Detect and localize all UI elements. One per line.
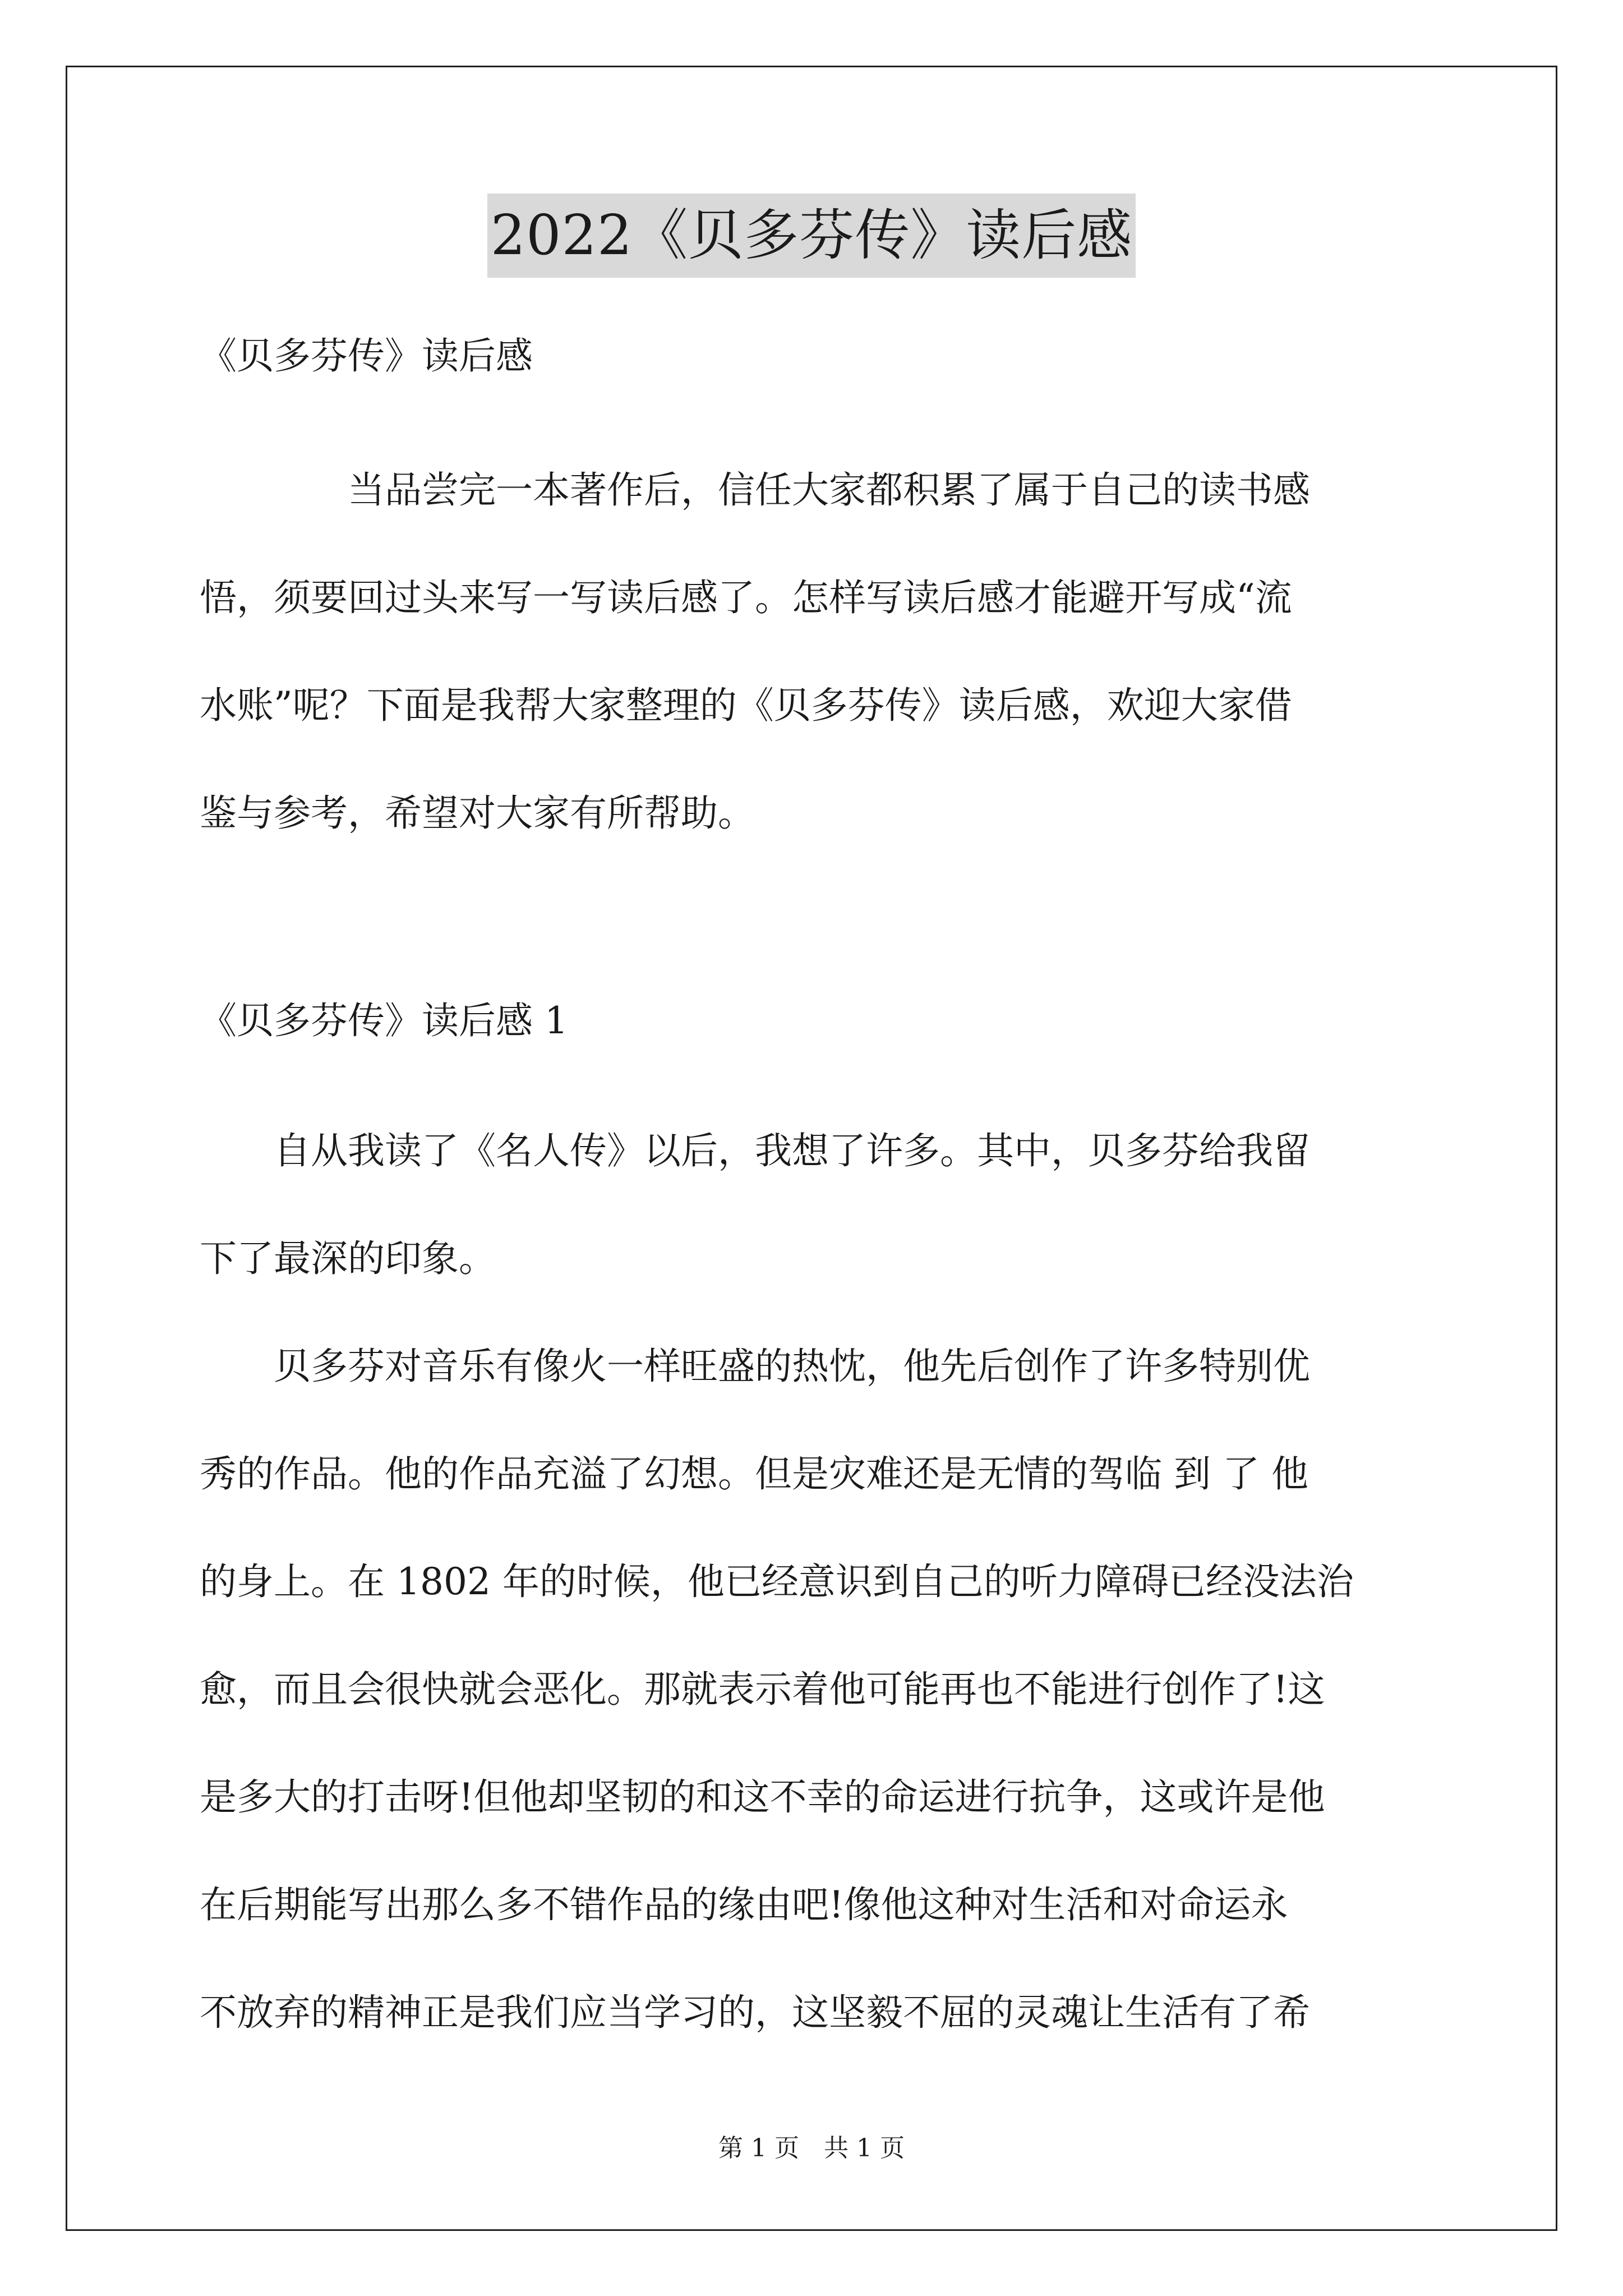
section1-p2-line: 秀的作品。他的作品充溢了幻想。但是灾难还是无情的驾临 到 了 他 bbox=[200, 1452, 1308, 1496]
section1-p2-line: 不放弃的精神正是我们应当学习的，这坚毅不屈的灵魂让生活有了希 bbox=[200, 1991, 1310, 2034]
intro-line: 水账”呢？下面是我帮大家整理的《贝多芬传》读后感，欢迎大家借 bbox=[200, 684, 1292, 727]
page-footer: 第 1 页 共 1 页 bbox=[718, 2134, 905, 2162]
section1-paragraph2 bbox=[200, 1313, 1428, 2067]
intro-line: 悟，须要回过头来写一写读后感了。怎样写读后感才能避开写成“流 bbox=[200, 576, 1292, 619]
document-title: 2022《贝多芬传》读后感 bbox=[487, 194, 1136, 278]
section1-heading: 《贝多芬传》读后感 1 bbox=[200, 999, 568, 1042]
section1-p2-line: 贝多芬对音乐有像火一样旺盛的热忱，他先后创作了许多特别优 bbox=[200, 1345, 1310, 1388]
intro-heading: 《贝多芬传》读后感 bbox=[200, 334, 533, 378]
section1-p2-line: 愈，而且会很快就会恶化。那就表示着他可能再也不能进行创作了!这 bbox=[200, 1668, 1325, 1711]
section1-paragraph1 bbox=[200, 1097, 1428, 1313]
intro-line: 鉴与参考，希望对大家有所帮助。 bbox=[200, 792, 755, 835]
intro-line: 当品尝完一本著作后，信任大家都积累了属于自己的读书感 bbox=[200, 468, 1310, 512]
section1-p1-line: 下了最深的印象。 bbox=[200, 1237, 496, 1280]
section1-p2-line: 在后期能写出那么多不错作品的缘由吧!像他这种对生活和对命运永 bbox=[200, 1883, 1288, 1926]
title-wrap bbox=[0, 194, 1623, 278]
section1-p2-line: 的身上。在 1802 年的时候，他已经意识到自己的听力障碍已经没法治 bbox=[200, 1560, 1354, 1603]
section1-p2-line: 是多大的打击呀!但他却坚韧的和这不幸的命运进行抗争，这或许是他 bbox=[200, 1775, 1325, 1819]
intro-paragraph bbox=[200, 436, 1428, 867]
section1-p1-line: 自从我读了《名人传》以后，我想了许多。其中，贝多芬给我留 bbox=[200, 1129, 1310, 1172]
